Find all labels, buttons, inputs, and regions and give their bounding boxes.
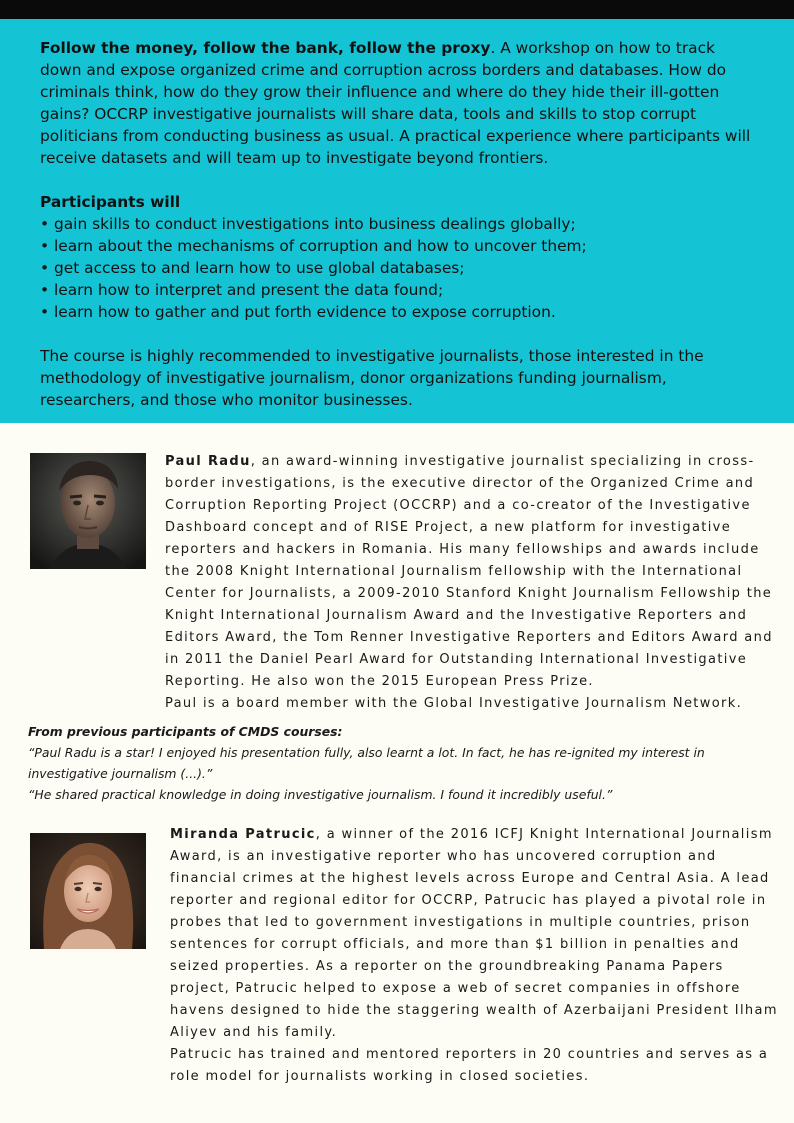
top-bar (0, 0, 794, 19)
speaker2-bio-text: , a winner of the 2016 ICFJ Knight International Journalism Award, is an investigative reporter who has uncovered corruption and financial crimes at the highest levels across Europe and Central Asia. A lead reporter and regional editor for OCCRP, Patrucic has played a pivotal role in probes that led to government investigations in multiple countries, prison sentences for corrupt officials, and more than $1 billion in penalties and seized properties. As a reporter on the groundbreaking Panama Papers project, Patrucic helped to expose a web of secret companies in offshore havens designed to hide the staggering wealth of Azerbaijani President Ilham Aliyev and his family. (170, 827, 778, 1040)
closing-paragraph: The course is highly recommended to investigative journalists, those interested in the methodology of investigative journalism, donor organizations funding journalism, researchers, and those who monitor businesses. (40, 347, 704, 409)
speaker1-bio (165, 451, 777, 715)
speaker1-bio-text: , an award-winning investigative journalist specializing in cross-border investigations, is the executive director of the Organized Crime and Corruption Reporting Project (OCCRP) and a co-creator of the Investigative Dashboard concept and of RISE Project, a new platform for investigative reporters and hackers in Romania. His many fellowships and awards include the 2008 Knight International Journalism fellowship with the International Center for Journalists, a 2009-2010 Stanford Knight Journalism Fellowship the Knight International Journalism Award and the Investigative Reporters and Editors Award, the Tom Renner Investigative Reporters and Editors Award and in 2011 the Daniel Pearl Award for Outstanding International Investigative Reporting. He also won the 2015 European Press Prize. (165, 454, 773, 689)
speaker2-photo (30, 833, 146, 949)
testimonial-quote: “He shared practical knowledge in doing investigative journalism. I found it incredibly useful.” (28, 787, 613, 802)
participants-list (40, 213, 754, 323)
speaker2-bio (170, 824, 780, 1088)
intro-text: . A workshop on how to track down and expose organized crime and corruption across borders and databases. How do criminals think, how do they grow their influence and where do they hide their ill-gotten gains? OCCRP investigative journalists will share data, tools and skills to stop corrupt politicians from conducting business as usual. A practical experience where participants will receive datasets and will team up to investigate beyond frontiers. (40, 39, 751, 167)
testimonials-heading: From previous participants of CMDS courses: (28, 724, 343, 739)
intro-lead: Follow the money, follow the bank, follow the proxy (40, 39, 491, 57)
list-item: • learn about the mechanisms of corruption and how to uncover them; (40, 235, 754, 257)
speaker2-bio-extra: Patrucic has trained and mentored reporters in 20 countries and serves as a role model for journalists working in closed societies. (170, 1047, 769, 1084)
speaker1-photo (30, 453, 146, 569)
participants-heading: Participants will (40, 193, 181, 211)
testimonials (28, 721, 778, 805)
workshop-intro-panel (0, 19, 794, 423)
speaker2-name: Miranda Patrucic (170, 827, 316, 842)
list-item: • learn how to gather and put forth evidence to expose corruption. (40, 301, 754, 323)
speaker1-bio-extra: Paul is a board member with the Global Investigative Journalism Network. (165, 696, 743, 711)
list-item: • gain skills to conduct investigations into business dealings globally; (40, 213, 754, 235)
testimonial-quote: “Paul Radu is a star! I enjoyed his presentation fully, also learnt a lot. In fact, he has re-ignited my interest in investigative journalism (...).” (28, 745, 705, 781)
speaker1-name: Paul Radu (165, 454, 251, 469)
list-item: • learn how to interpret and present the data found; (40, 279, 754, 301)
list-item: • get access to and learn how to use global databases; (40, 257, 754, 279)
intro-paragraph (40, 37, 754, 169)
